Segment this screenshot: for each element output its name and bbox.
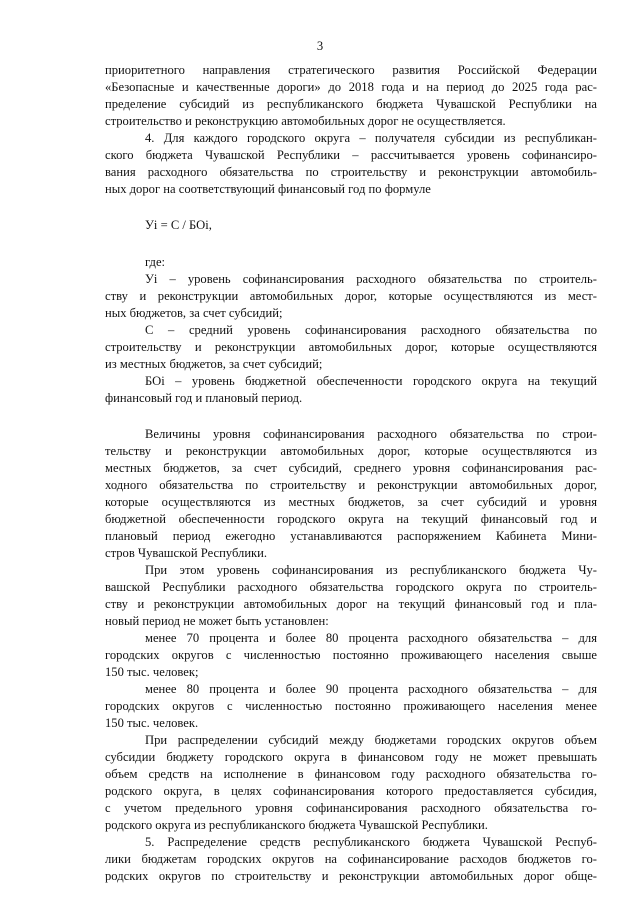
text-line: которые осуществляются из местных бюджетов, за счет субсидий и уровня <box>105 495 597 509</box>
page-number: 3 <box>316 39 324 53</box>
text-line: родского округа из республиканского бюджета Чувашской Республики. <box>105 818 488 832</box>
text-line: 4. Для каждого городского округа – получателя субсидии из республикан- <box>145 131 597 145</box>
text-line: При этом уровень софинансирования из республиканского бюджета Чу- <box>145 563 597 577</box>
text-line: 150 тыс. человек. <box>105 716 199 730</box>
text-line: вания расходного обязательства по строительству и реконструкции автомобиль- <box>105 165 597 179</box>
text-line: БОi – уровень бюджетной обеспеченности городского округа на текущий <box>145 374 597 388</box>
text-line: городских округов с численностью постоянно проживающего населения менее <box>105 699 597 713</box>
text-line: При распределении субсидий между бюджетами городских округов объем <box>145 733 597 747</box>
text-line: 150 тыс. человек; <box>105 665 199 679</box>
text-line: стров Чувашской Республики. <box>105 546 268 560</box>
text-line: пределение субсидий из республиканского бюджета Чувашской Республики на <box>105 97 597 111</box>
text-line: строительство и реконструкцию автомобильных дорог не осуществляется. <box>105 114 506 128</box>
text-line: родского округа, в целях софинансирования которого предоставляется субсидия, <box>105 784 597 798</box>
text-line: приоритетного направления стратегического развития Российской Федерации <box>105 63 597 77</box>
text-line: местных бюджетов, за счет субсидий, среднего уровня софинансирования рас- <box>105 461 597 475</box>
text-line: менее 70 процента и более 80 процента расходного обязательства – для <box>145 631 597 645</box>
text-line: бюджетной обеспеченности городского округа на текущий финансовый год и <box>105 512 597 526</box>
text-line: ству и реконструкции автомобильных дорог на текущий финансовый год и пла- <box>105 597 597 611</box>
text-line: объем средств на исполнение в финансовом году расходного обязательства го- <box>105 767 597 781</box>
text-line: С – средний уровень софинансирования расходного обязательства по <box>145 323 597 337</box>
text-line: ству и реконструкции автомобильных дорог, которые осуществляются из мест- <box>105 289 597 303</box>
text-line: плановый период ежегодно устанавливаются распоряжением Кабинета Мини- <box>105 529 597 543</box>
text-line: менее 80 процента и более 90 процента расходного обязательства – для <box>145 682 597 696</box>
text-line: Величины уровня софинансирования расходного обязательства по строи- <box>145 427 597 441</box>
text-line: ных бюджетов, за счет субсидий; <box>105 306 283 320</box>
text-line: Уi – уровень софинансирования расходного обязательства по строитель- <box>145 272 597 286</box>
text-line: Уi = С / БОi, <box>145 218 212 232</box>
text-line: новый период не может быть установлен: <box>105 614 329 628</box>
text-line: ных дорог на соответствующий финансовый год по формуле <box>105 182 431 196</box>
text-line: ходного обязательства по строительству и реконструкции автомобильных дорог, <box>105 478 597 492</box>
text-line: с учетом предельного уровня софинансирования расходного обязательства го- <box>105 801 597 815</box>
text-line: строительству и реконструкции автомобильных дорог, которые осуществляются <box>105 340 597 354</box>
text-line: ского бюджета Чувашской Республики – рассчитывается уровень софинансиро- <box>105 148 597 162</box>
text-line: вашской Республики расходного обязательства городского округа по строитель- <box>105 580 597 594</box>
text-line: 5. Распределение средств республиканского бюджета Чувашской Респуб- <box>145 835 597 849</box>
text-line: тельству и реконструкции автомобильных дорог, которые осуществляются из <box>105 444 597 458</box>
text-line: субсидии бюджету городского округа в финансовом году не может превышать <box>105 750 597 764</box>
text-line: родских округов по строительству и реконструкции автомобильных дорог обще- <box>105 869 597 883</box>
text-line: «Безопасные и качественные дороги» до 2018 года и на период до 2025 года рас- <box>105 80 597 94</box>
text-line: городских округов с численностью постоянно проживающего населения свыше <box>105 648 597 662</box>
text-line: из местных бюджетов, за счет субсидий; <box>105 357 323 371</box>
text-line: лики бюджетам городских округов на софинансирование расходов бюджетов го- <box>105 852 597 866</box>
text-line: финансовый год и плановый период. <box>105 391 303 405</box>
text-line: где: <box>145 255 166 269</box>
